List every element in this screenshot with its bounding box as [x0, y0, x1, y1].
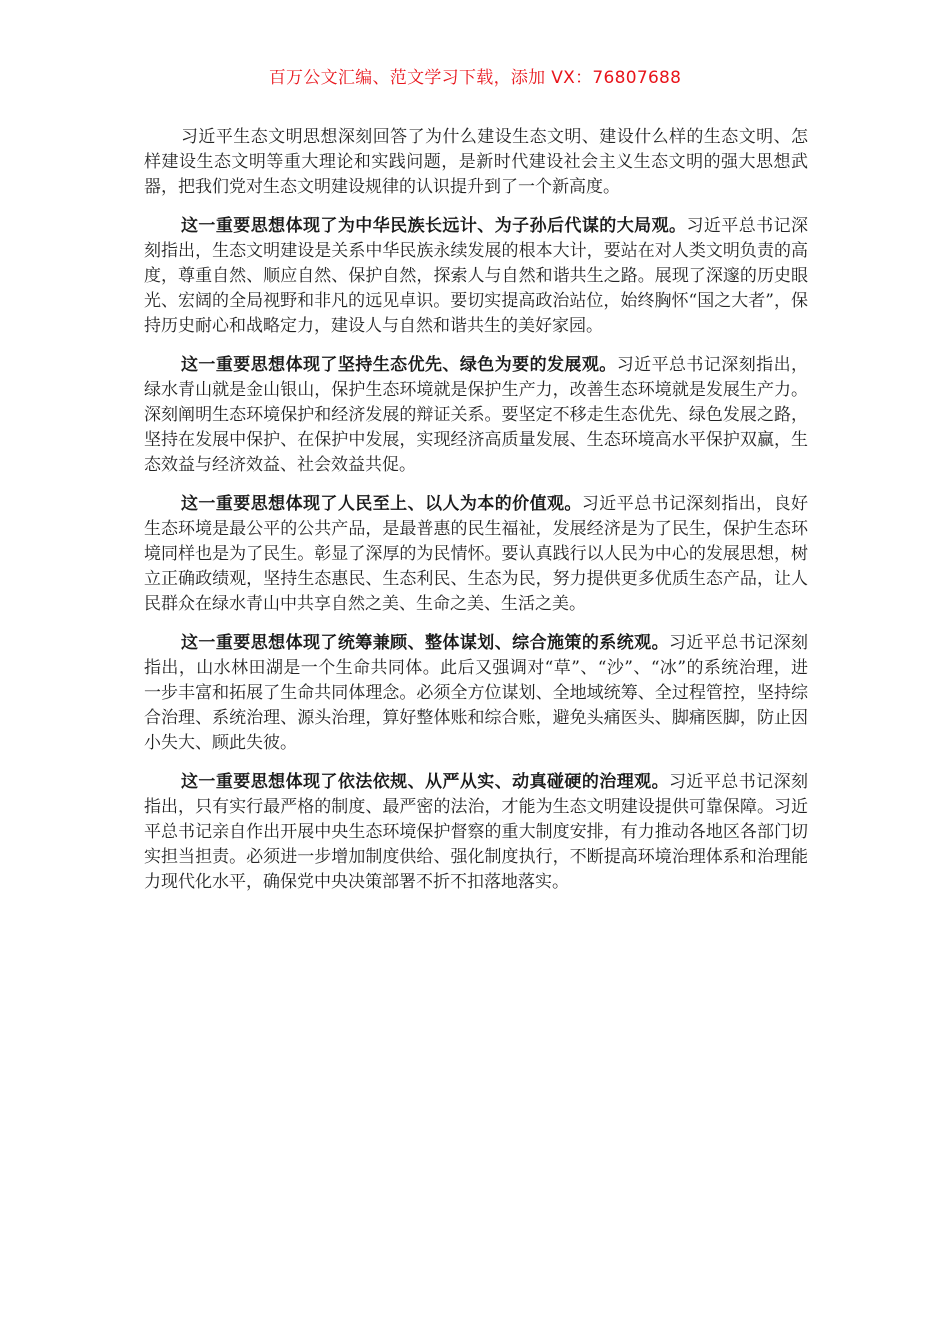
paragraph-text: 习近平总书记深刻指出，良好生态环境是最公平的公共产品，是最普惠的民生福祉，发展经济是为了民生，保护生态环境同样也是为了民生。彰显了深厚的为民情怀。要认真践行以人民为中心的发展思想，树立正确政绩观，坚持生态惠民、生态利民、生态为民，努力提供更多优质生态产品，让人民群众在绿水青山中共享自然之美、生命之美、生活之美。 — [144, 493, 809, 615]
paragraph-governance — [144, 770, 808, 896]
paragraph-lead: 这一重要思想体现了为中华民族长远计、为子孙后代谋的大局观。 — [181, 215, 687, 236]
paragraph-text: 习近平总书记深刻指出，只有实行最严格的制度、最严密的法治，才能为生态文明建设提供可靠保障。习近平总书记亲自作出开展中央生态环境保护督察的重大制度安排，有力推动各地区各部门切实担当担责。必须进一步增加制度供给、强化制度执行，不断提高环境治理体系和治理能力现代化水平，确保党中央决策部署不折不扣落地落实。 — [144, 771, 808, 893]
paragraph-lead: 这一重要思想体现了人民至上、以人为本的价值观。 — [181, 493, 582, 514]
paragraph-development — [144, 353, 808, 479]
paragraph-text: 习近平生态文明思想深刻回答了为什么建设生态文明、建设什么样的生态文明、怎样建设生态文明等重大理论和实践问题，是新时代建设社会主义生态文明的强大思想武器，把我们党对生态文明建设规律的认识提升到了一个新高度。 — [144, 127, 808, 198]
document-body — [144, 125, 808, 909]
paragraph-lead: 这一重要思想体现了统筹兼顾、整体谋划、综合施策的系统观。 — [181, 632, 669, 653]
paragraph-intro — [144, 125, 808, 201]
paragraph-lead: 这一重要思想体现了依法依规、从严从实、动真碰硬的治理观。 — [181, 771, 669, 792]
paragraph-values — [144, 492, 808, 618]
paragraph-text: 习近平总书记深刻指出，山水林田湖是一个生命共同体。此后又强调对“草”、“沙”、“冰”的系统治理，进一步丰富和拓展了生命共同体理念。必须全方位谋划、全地域统筹、全过程管控，坚持综合治理、系统治理、源头治理，算好整体账和综合账，避免头痛医头、脚痛医脚，防止因小失大、顾此失彼。 — [144, 632, 808, 754]
paragraph-text: 习近平总书记深刻指出，生态文明建设是关系中华民族永续发展的根本大计，要站在对人类文明负责的高度，尊重自然、顺应自然、保护自然，探索人与自然和谐共生之路。展现了深邃的历史眼光、宏阔的全局视野和非凡的远见卓识。要切实提高政治站位，始终胸怀“国之大者”，保持历史耐心和战略定力，建设人与自然和谐共生的美好家园。 — [144, 215, 809, 337]
paragraph-lead: 这一重要思想体现了坚持生态优先、绿色为要的发展观。 — [181, 354, 617, 375]
paragraph-big-picture — [144, 214, 808, 340]
paragraph-system — [144, 631, 808, 757]
paragraph-text: 习近平总书记深刻指出，绿水青山就是金山银山，保护生态环境就是保护生产力，改善生态环境就是发展生产力。深刻阐明生态环境保护和经济发展的辩证关系。要坚定不移走生态优先、绿色发展之路，坚持在发展中保护、在保护中发展，实现经济高质量发展、生态环境高水平保护双赢，生态效益与经济效益、社会效益共促。 — [144, 354, 809, 476]
header-watermark-text: 百万公文汇编、范文学习下载，添加 VX：76807688 — [268, 68, 682, 88]
